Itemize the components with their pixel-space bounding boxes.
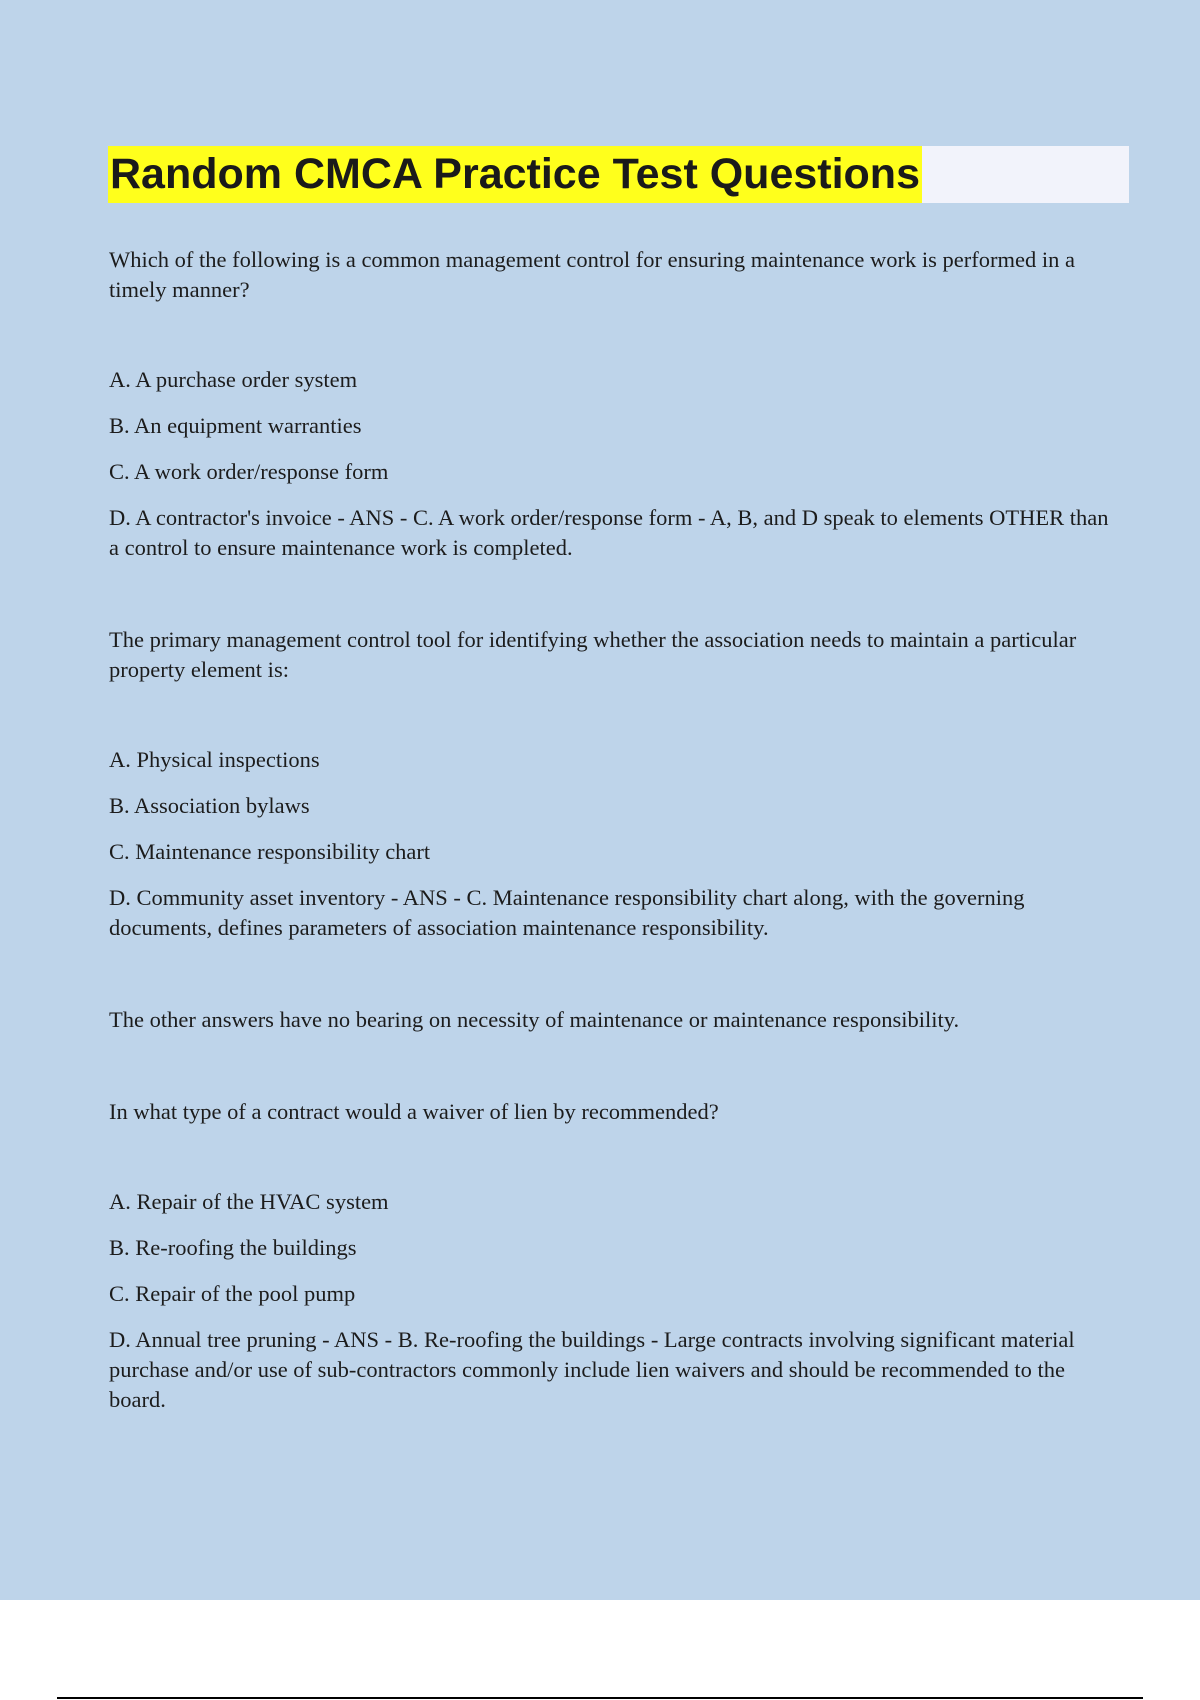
answer-option: B. An equipment warranties xyxy=(109,413,362,438)
question-block-2 xyxy=(109,625,1119,1035)
answer-option: A. Repair of the HVAC system xyxy=(109,1189,389,1214)
question-list xyxy=(109,245,1119,1431)
answer-option: C. A work order/response form xyxy=(109,459,389,484)
answer-option-with-explanation: D. Annual tree pruning - ANS - B. Re-roofing the buildings - Large contracts involving significant material purchase and/or use of sub-contractors commonly include lien waivers and should be recommended to the board. xyxy=(109,1327,1075,1412)
answer-option: C. Repair of the pool pump xyxy=(109,1281,356,1306)
footer-divider xyxy=(57,1697,1143,1699)
explanation-note: The other answers have no bearing on necessity of maintenance or maintenance responsibility. xyxy=(109,1007,960,1032)
answer-option-with-explanation: D. A contractor's invoice - ANS - C. A work order/response form - A, B, and D speak to elements OTHER than a control to ensure maintenance work is completed. xyxy=(109,505,1109,560)
answer-option: C. Maintenance responsibility chart xyxy=(109,839,431,864)
question-text: The primary management control tool for identifying whether the association needs to maintain a particular property element is: xyxy=(109,627,1077,682)
document-title: Random CMCA Practice Test Questions xyxy=(108,146,922,203)
question-text: Which of the following is a common management control for ensuring maintenance work is performed in a timely manner? xyxy=(109,247,1075,302)
question-text: In what type of a contract would a waiver of lien by recommended? xyxy=(109,1099,719,1124)
answer-option: B. Association bylaws xyxy=(109,793,310,818)
answer-option-with-explanation: D. Community asset inventory - ANS - C. Maintenance responsibility chart along, with the governing documents, defines parameters of association maintenance responsibility. xyxy=(109,885,1025,940)
answer-option: A. A purchase order system xyxy=(109,367,358,392)
question-block-1 xyxy=(109,245,1119,563)
answer-option: A. Physical inspections xyxy=(109,747,320,772)
answer-option: B. Re-roofing the buildings xyxy=(109,1235,357,1260)
question-block-3 xyxy=(109,1097,1119,1415)
